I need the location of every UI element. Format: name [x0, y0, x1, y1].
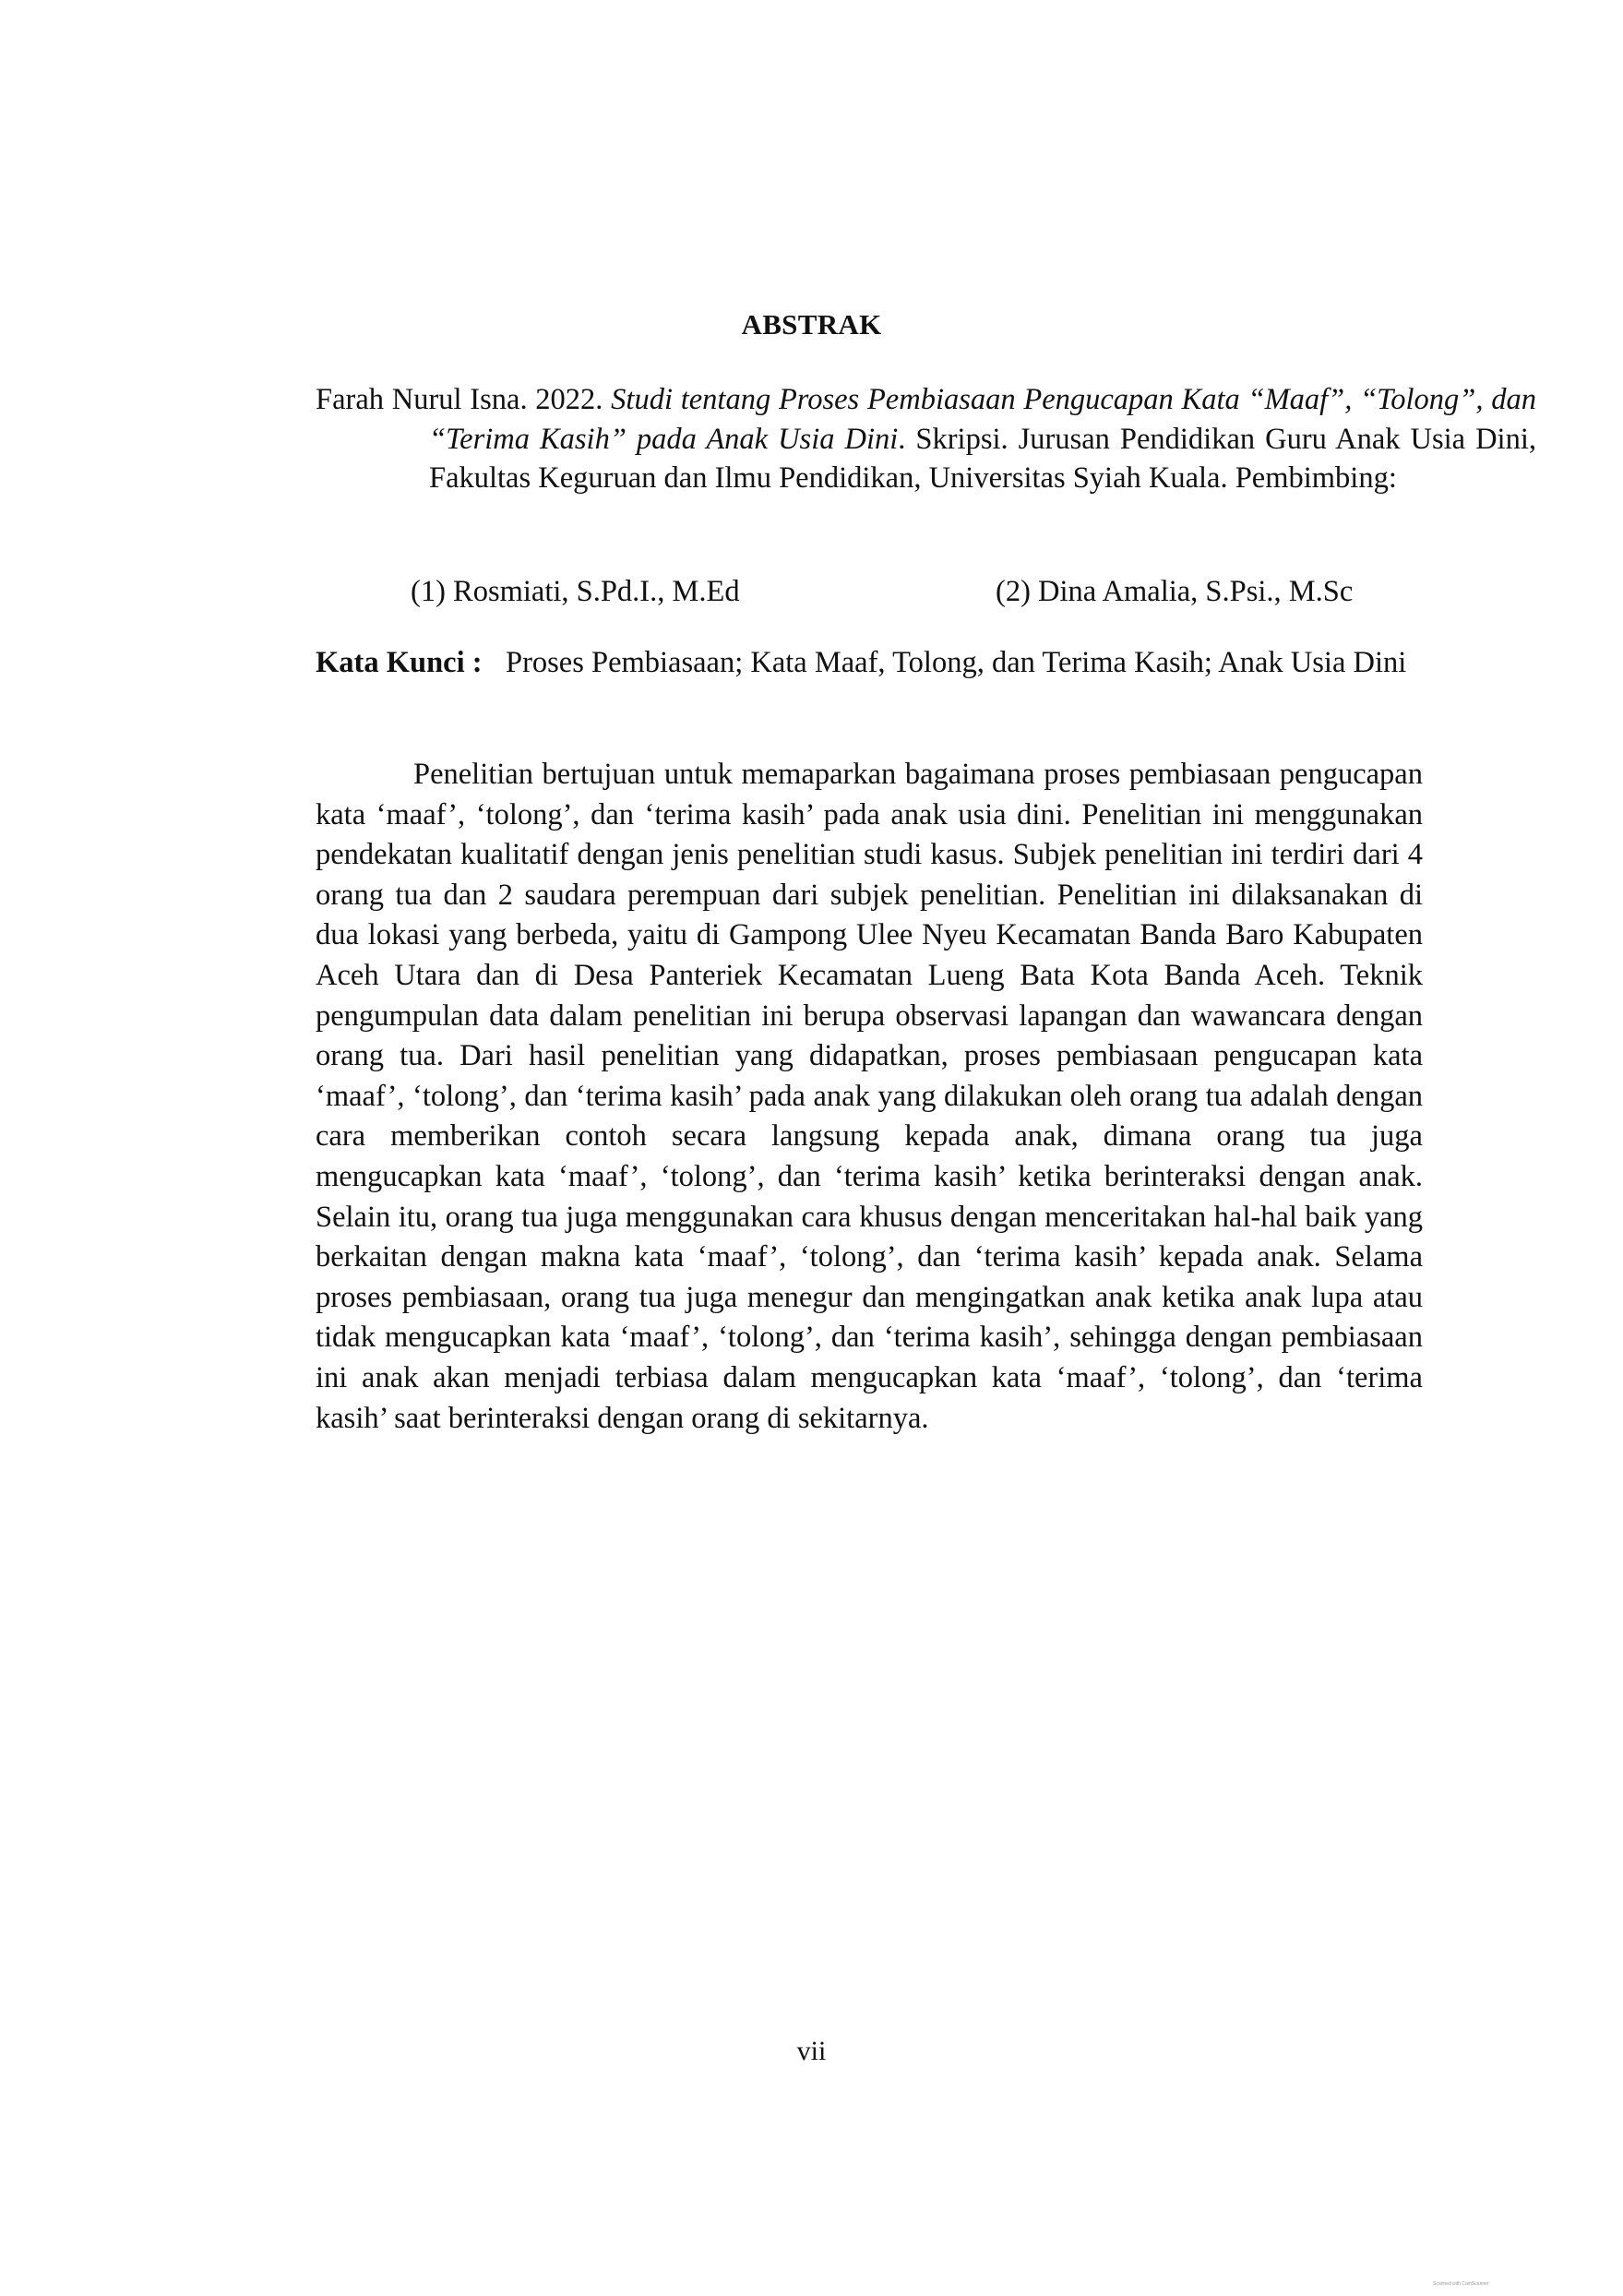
citation-details: . Skripsi. Jurusan Pendidikan Guru Anak Usia Dini, Fakultas Keguruan dan Ilmu Pendidikan, Universitas Syiah Kuala. Pembimbing:: [429, 422, 1536, 495]
keywords-text: Proses Pembiasaan; Kata Maaf, Tolong, dan Terima Kasih; Anak Usia Dini: [506, 646, 1407, 679]
citation-author-year: Farah Nurul Isna. 2022.: [316, 383, 612, 416]
advisor-2: (2) Dina Amalia, S.Psi., M.Sc: [996, 575, 1354, 608]
bibliographic-citation: [316, 380, 1536, 498]
page-number: vii: [796, 2036, 827, 2066]
advisor-1: (1) Rosmiati, S.Pd.I., M.Ed: [411, 575, 740, 608]
citation-title: Studi tentang Proses Pembiasaan Pengucapan Kata “Maaf”, “Tolong”, dan “Terima Kasih” pada Anak Usia Dini: [429, 383, 1536, 456]
abstract-body: Penelitian bertujuan untuk memaparkan bagaimana proses pembiasaan pengucapan kata ‘maaf’, ‘tolong’, dan ‘terima kasih’ pada anak usia dini. Penelitian ini menggunakan pendekatan kualitatif dengan jenis penelitian studi kasus. Subjek penelitian ini terdiri dari 4 orang tua dan 2 saudara perempuan dari subjek penelitian. Penelitian ini dilaksanakan di dua lokasi yang berbeda, yaitu di Gampong Ulee Nyeu Kecamatan Banda Baro Kabupaten Aceh Utara dan di Desa Panteriek Kecamatan Lueng Bata Kota Banda Aceh. Teknik pengumpulan data dalam penelitian ini berupa observasi lapangan dan wawancara dengan orang tua. Dari hasil penelitian yang didapatkan, proses pembiasaan pengucapan kata ‘maaf’, ‘tolong’, dan ‘terima kasih’ pada anak yang dilakukan oleh orang tua adalah dengan cara memberikan contoh secara langsung kepada anak, dimana orang tua juga mengucapkan kata ‘maaf’, ‘tolong’, dan ‘terima kasih’ ketika berinteraksi dengan anak. Selain itu, orang tua juga menggunakan cara khusus dengan menceritakan hal-hal baik yang berkaitan dengan makna kata ‘maaf’, ‘tolong’, dan ‘terima kasih’ kepada anak. Selama proses pembiasaan, orang tua juga menegur dan mengingatkan anak ketika anak lupa atau tidak mengucapkan kata ‘maaf’, ‘tolong’, dan ‘terima kasih’, sehingga dengan pembiasaan ini anak akan menjadi terbiasa dalam mengucapkan kata ‘maaf’, ‘tolong’, dan ‘terima kasih’ saat berinteraksi dengan orang di sekitarnya.: [316, 758, 1423, 1435]
page-heading: ABSTRAK: [741, 308, 882, 341]
keywords-label: Kata Kunci :: [316, 646, 483, 679]
scan-watermark: Scanned with CamScanner: [1433, 2281, 1489, 2287]
keywords: [316, 644, 1423, 681]
